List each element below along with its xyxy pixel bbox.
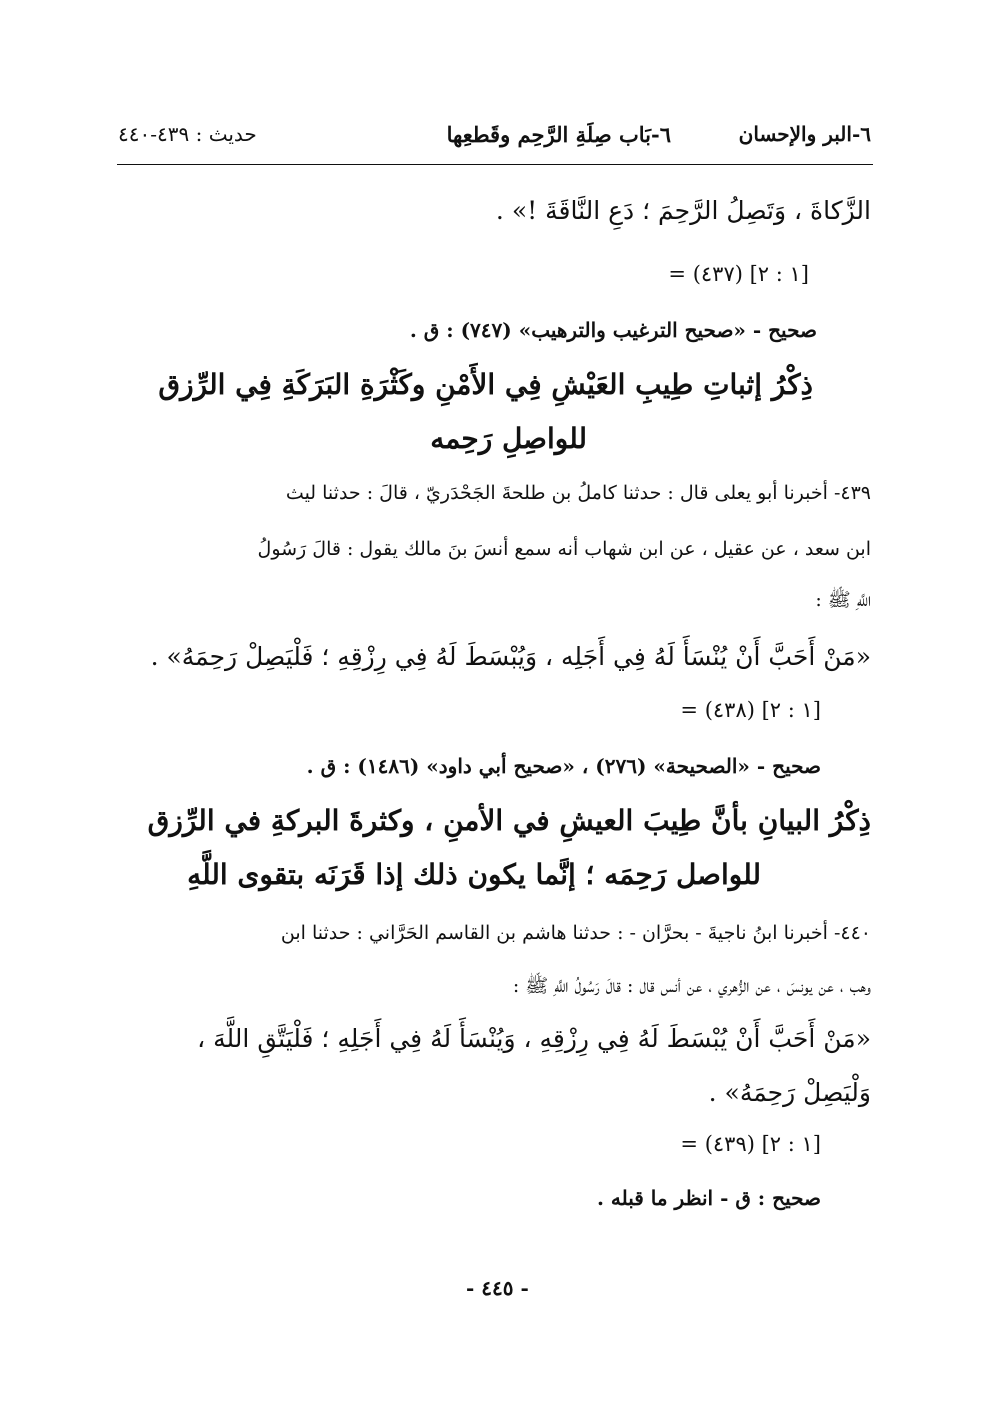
hadith-matn: «مَنْ أَحَبَّ أَنْ يُنْسَأَ لَهُ فِي أَجَلِه ، وَيُبْسَطَ لَهُ فِي رِزْقِهِ ؛ فَلْيَصِلْ رَحِمَهُ» . xyxy=(150,642,871,671)
hadith-isnad-line: ابن سعد ، عن عقيل ، عن ابن شهاب أنه سمع أنسَ بنَ مالك يقول : قالَ رَسُولُ xyxy=(257,538,871,560)
cross-reference: = (٤٣٧) [١ : ٢] xyxy=(668,262,809,286)
grading-line: صحيح : ق - انظر ما قبله . xyxy=(596,1186,821,1210)
hadith-matn: وَلْيَصِلْ رَحِمَهُ» . xyxy=(708,1078,871,1107)
hadith-matn: «مَنْ أَحَبَّ أَنْ يُبْسَطَ لَهُ فِي رِزْقِهِ ، وَيُنْسَأَ لَهُ فِي أَجَلِهِ ؛ فَلْيَتَّقِ اللَّهَ ، xyxy=(197,1024,871,1053)
header-book-title: ٦-البر والإحسان xyxy=(738,122,871,146)
header-divider xyxy=(117,164,873,165)
section-heading: ذِكْرُ إثباتِ طِيبِ العَيْشِ فِي الأَمْنِ وكَثْرَةِ البَرَكَةِ فِي الرِّزق xyxy=(158,368,813,401)
cross-reference: = (٤٣٨) [١ : ٢] xyxy=(680,698,821,722)
hadith-isnad-line: ٤٤٠- أخبرنا ابنُ ناجيةَ - بحرَّان - : حدثنا هاشم بن القاسم الحَرَّاني : حدثنا ابن xyxy=(280,922,871,944)
text-line: الزَّكاةَ ، وَتَصِلُ الرَّحِمَ ؛ دَعِ النَّاقَةَ !» . xyxy=(495,196,871,225)
section-heading: للواصل رَحِمَه ؛ إنَّما يكون ذلك إذا قَرَنَه بتقوى اللَّهِ xyxy=(187,858,761,891)
header-hadith-range: حديث : ٤٣٩-٤٤٠ xyxy=(118,122,257,146)
header-chapter-title: ٦-بَاب صِلَةِ الرَّحِم وقَطعِها xyxy=(446,122,671,147)
hadith-isnad-line: وهب ، عن يونسَ ، عن الزُّهري ، عن أنس قال : قالَ رَسُولُ اللَّهِ ﷺ : xyxy=(512,975,871,997)
section-heading: ذِكْرُ البيانِ بأنَّ طِيبَ العيشِ في الأمنِ ، وكثرةَ البركةِ في الرِّزق xyxy=(147,804,871,837)
hadith-isnad-line: اللَّهِ ﷺ : xyxy=(815,589,871,611)
section-heading: للواصِلِ رَحِمه xyxy=(430,422,587,455)
cross-reference: = (٤٣٩) [١ : ٢] xyxy=(680,1132,821,1156)
grading-line: صحيح - «الصحيحة» (٢٧٦) ، «صحيح أبي داود» (١٤٨٦) : ق . xyxy=(306,754,821,778)
page-number: - ٤٤٥ - xyxy=(466,1276,529,1300)
grading-line: صحيح - «صحيح الترغيب والترهيب» (٧٤٧) : ق . xyxy=(409,318,817,342)
hadith-isnad-line: ٤٣٩- أخبرنا أبو يعلى قال : حدثنا كاملُ بن طلحةَ الجَحْدَريّ ، قالَ : حدثنا ليث xyxy=(285,482,871,504)
